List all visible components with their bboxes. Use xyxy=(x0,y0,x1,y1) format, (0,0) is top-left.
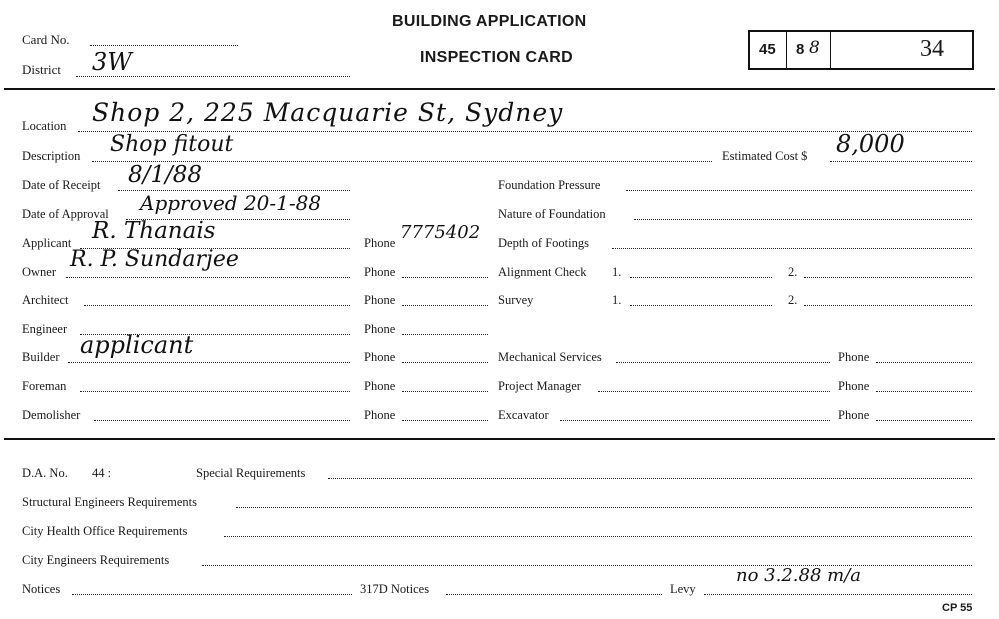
excavator-label: Excavator xyxy=(498,408,549,422)
builder-field xyxy=(68,362,350,363)
district-field xyxy=(76,76,350,77)
levy-field xyxy=(704,594,972,595)
middle-divider xyxy=(4,438,995,440)
depth-of-footings-label: Depth of Footings xyxy=(498,236,589,250)
city-engineers-label: City Engineers Requirements xyxy=(22,553,170,567)
estimated-cost-label: Estimated Cost $ xyxy=(722,149,808,163)
survey-label: Survey xyxy=(498,293,534,307)
depth-of-footings-field xyxy=(612,248,972,249)
top-divider xyxy=(4,88,995,90)
date-of-receipt-label: Date of Receipt xyxy=(22,178,101,192)
builder-label: Builder xyxy=(22,350,60,364)
estimated-cost-field xyxy=(830,161,972,162)
project-manager-label: Project Manager xyxy=(498,379,581,393)
title-line-2: INSPECTION CARD xyxy=(420,49,573,66)
architect-phone-field xyxy=(402,305,488,306)
owner-phone-label: Phone xyxy=(364,265,396,279)
applicant-value: R. Thanais xyxy=(92,218,216,244)
project-manager-phone-field xyxy=(876,391,972,392)
project-manager-field xyxy=(598,391,830,392)
engineer-phone-label: Phone xyxy=(364,322,396,336)
card-number-box xyxy=(748,30,974,70)
number-part-2: 8 xyxy=(796,41,805,58)
foreman-field xyxy=(80,391,350,392)
levy-label: Levy xyxy=(670,582,696,596)
survey-field-2 xyxy=(804,305,972,306)
demolisher-phone-label: Phone xyxy=(364,408,396,422)
structural-engineers-field xyxy=(236,507,972,508)
alignment-check-option-1: 1. xyxy=(612,265,622,279)
location-value: Shop 2, 225 Macquarie St, Sydney xyxy=(92,98,564,127)
builder-phone-field xyxy=(402,362,488,363)
date-of-approval-label: Date of Approval xyxy=(22,207,109,221)
owner-phone-field xyxy=(402,277,488,278)
applicant-phone-label: Phone xyxy=(364,236,396,250)
nature-of-foundation-label: Nature of Foundation xyxy=(498,207,606,221)
district-value: 3W xyxy=(92,48,132,76)
special-requirements-field xyxy=(328,478,972,479)
applicant-label: Applicant xyxy=(22,236,72,250)
engineer-label: Engineer xyxy=(22,322,68,336)
date-of-receipt-value: 8/1/88 xyxy=(128,162,203,188)
excavator-phone-label: Phone xyxy=(838,408,870,422)
notices-317d-field xyxy=(446,594,662,595)
levy-value: no 3.2.88 m/a xyxy=(736,565,861,586)
mechanical-services-phone-label: Phone xyxy=(838,350,870,364)
structural-engineers-label: Structural Engineers Requirements xyxy=(22,495,197,509)
alignment-check-field-1 xyxy=(630,277,772,278)
card-no-label: Card No. xyxy=(22,32,70,47)
form-code: CP 55 xyxy=(942,602,973,614)
notices-317d-label: 317D Notices xyxy=(360,582,430,596)
excavator-field xyxy=(560,420,830,421)
foundation-pressure-field xyxy=(626,190,972,191)
description-value: Shop fitout xyxy=(110,132,234,157)
demolisher-phone-field xyxy=(402,420,488,421)
card-no-field xyxy=(90,45,238,46)
mechanical-services-phone-field xyxy=(876,362,972,363)
number-part-3: 34 xyxy=(920,36,944,62)
builder-phone-label: Phone xyxy=(364,350,396,364)
alignment-check-label: Alignment Check xyxy=(498,265,587,279)
city-health-field xyxy=(224,536,972,537)
architect-field xyxy=(84,305,350,306)
builder-value: applicant xyxy=(80,331,194,359)
mechanical-services-label: Mechanical Services xyxy=(498,350,602,364)
foreman-phone-label: Phone xyxy=(364,379,396,393)
special-requirements-label: Special Requirements xyxy=(196,466,306,480)
district-label: District xyxy=(22,62,61,77)
description-label: Description xyxy=(22,149,81,163)
number-part-1: 45 xyxy=(759,41,776,58)
city-health-label: City Health Office Requirements xyxy=(22,524,188,538)
architect-phone-label: Phone xyxy=(364,293,396,307)
alignment-check-field-2 xyxy=(804,277,972,278)
notices-field xyxy=(72,594,352,595)
foreman-phone-field xyxy=(402,391,488,392)
mechanical-services-field xyxy=(616,362,830,363)
title-line-1: BUILDING APPLICATION xyxy=(392,13,587,30)
foreman-label: Foreman xyxy=(22,379,67,393)
project-manager-phone-label: Phone xyxy=(838,379,870,393)
engineer-phone-field xyxy=(402,334,488,335)
nature-of-foundation-field xyxy=(634,219,972,220)
location-label: Location xyxy=(22,119,67,133)
owner-field xyxy=(66,277,350,278)
foundation-pressure-label: Foundation Pressure xyxy=(498,178,601,192)
applicant-phone-value: 7775402 xyxy=(400,222,481,243)
owner-label: Owner xyxy=(22,265,57,279)
da-no-value: 44 : xyxy=(92,466,112,480)
notices-label: Notices xyxy=(22,582,61,596)
demolisher-label: Demolisher xyxy=(22,408,81,422)
number-part-2-hand: 8 xyxy=(809,38,820,58)
estimated-cost-value: 8,000 xyxy=(836,130,905,158)
architect-label: Architect xyxy=(22,293,69,307)
survey-field-1 xyxy=(630,305,772,306)
survey-option-1: 1. xyxy=(612,293,622,307)
da-no-label: D.A. No. xyxy=(22,466,68,480)
alignment-check-option-2: 2. xyxy=(788,265,798,279)
survey-option-2: 2. xyxy=(788,293,798,307)
owner-value: R. P. Sundarjee xyxy=(70,247,239,272)
excavator-phone-field xyxy=(876,420,972,421)
demolisher-field xyxy=(94,420,350,421)
date-of-approval-value: Approved 20-1-88 xyxy=(140,191,322,215)
